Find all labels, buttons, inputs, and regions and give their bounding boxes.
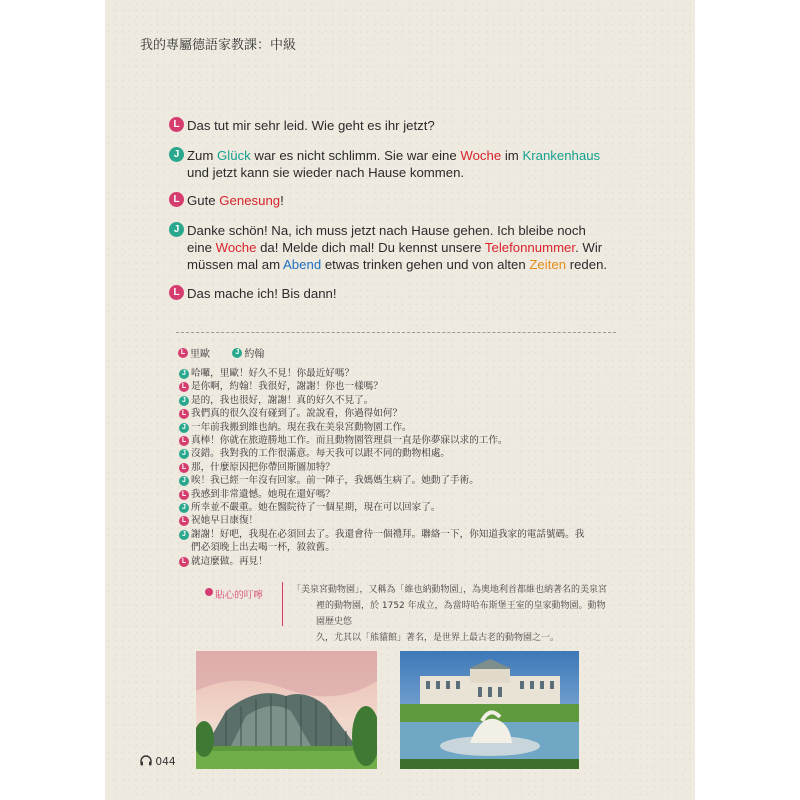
speaker-l-badge: L — [179, 490, 189, 500]
dialogue-text: Zum — [187, 148, 218, 163]
speaker-l-badge: L — [179, 382, 189, 392]
translation-text: 祝她早日康復！ — [191, 515, 259, 527]
speaker-j-badge: J — [179, 396, 189, 406]
translation-text: 我們真的很久沒有碰到了。說說看，你過得如何？ — [191, 408, 403, 420]
legend-leo: 里歐 — [190, 349, 210, 360]
vocab-word: Abend — [283, 257, 322, 272]
dialogue-text: reden. — [566, 257, 608, 272]
dialogue-text: Gute — [187, 193, 220, 208]
dialogue-text: eine — [187, 240, 216, 255]
speaker-l-badge: L — [179, 463, 189, 473]
speaker-j-badge: J — [179, 423, 189, 433]
speaker-l-badge: L — [179, 409, 189, 419]
vocab-word: Glück — [217, 148, 251, 163]
speaker-j-badge: J — [179, 449, 189, 459]
speaker-j-badge: J — [179, 530, 189, 540]
translation-text: 就這麼做。再見！ — [191, 555, 268, 567]
dialogue-line — [173, 192, 627, 209]
dialogue-line — [173, 117, 627, 134]
translation-text: 是你啊，約翰！我很好，謝謝！你也一樣嗎？ — [191, 381, 383, 393]
speaker-l-badge: L — [169, 192, 184, 207]
speaker-j-badge: J — [179, 476, 189, 486]
translation-text: 真棒！你就在旅遊勝地工作。而且動物園管理員一直是你夢寐以求的工作。 — [191, 435, 508, 446]
dialogue-text: und jetzt kann sie wieder nach Hause kommen. — [187, 165, 465, 180]
palm-house-photo — [196, 651, 377, 769]
speaker-j-badge: J — [179, 503, 189, 513]
speaker-l-badge: L — [169, 285, 184, 300]
belvedere-palace-photo — [400, 651, 579, 769]
dialogue-text: da! Melde dich mal! Du kennst unsere — [256, 240, 485, 255]
dialogue-text: Das tut mir sehr leid. Wie geht es ihr jetzt? — [187, 118, 435, 133]
vocab-word: Zeiten — [529, 257, 567, 272]
vocab-word: Woche — [215, 240, 257, 255]
tip-divider — [282, 582, 283, 626]
dialogue-text: müssen mal am — [187, 257, 284, 272]
dialogue-text: ! — [280, 193, 284, 208]
translation-text: 沒錯。我對我的工作很滿意。每天我可以跟不同的動物相處。 — [191, 448, 451, 460]
speaker-l-badge: L — [179, 436, 189, 446]
page-header: 我的專屬德語家教課：中級 — [140, 38, 297, 53]
speaker-j-badge: J — [179, 369, 189, 379]
tip-text — [292, 582, 607, 646]
dialogue-text: Danke schön! Na, ich muss jetzt nach Hause gehen. Ich bleibe noch — [187, 223, 586, 238]
translation-text: 所幸並不嚴重。她在醫院待了一個星期，現在可以回家了。 — [191, 502, 441, 513]
vocab-word: Telefonnummer — [484, 240, 576, 255]
speaker-legend — [178, 345, 264, 360]
tip-line: 「美泉宮動物園」，又稱為「維也納動物園」，為奧地利首都維也納著名的美泉宮 — [292, 585, 608, 595]
dialogue-text: Das mache ich! Bis dann! — [187, 286, 337, 301]
tip-label: 貼心的叮嚀 — [215, 590, 263, 601]
vocab-word: Genesung — [219, 193, 281, 208]
speaker-j-badge: J — [232, 348, 242, 358]
dialogue-line — [173, 147, 627, 181]
tip-line: 裡的動物園，於 1752 年成立，為當時哈布斯堡王室的皇家動物園。動物園歷史悠 — [316, 601, 606, 627]
dialogue-text: im — [501, 148, 523, 163]
translation-text: 哈囉，里歐！好久不見！你最近好嗎？ — [191, 368, 355, 379]
translation-text: 是的，我也很好，謝謝！真的好久不見了。 — [191, 394, 374, 406]
dialogue-line — [173, 222, 627, 273]
vocab-word: Woche — [460, 148, 502, 163]
speaker-j-badge: J — [169, 222, 184, 237]
dialogue-text: . Wir — [575, 240, 603, 255]
dialogue-text: etwas trinken gehen und von alten — [321, 257, 530, 272]
translation-text: 唉！我已經一年沒有回家。前一陣子，我媽媽生病了。她動了手術。 — [191, 475, 479, 487]
translation-text: 們必須晚上出去喝一杯，敘敘舊。 — [191, 542, 335, 554]
translation-text: 那，什麼原因把你帶回斯圖加特？ — [191, 461, 335, 473]
translation-text: 我感到非常遺憾。她現在還好嗎？ — [191, 488, 335, 500]
headphones-icon — [140, 755, 152, 769]
tip-line: 久，尤其以「熊貓館」著名，是世界上最古老的動物園之一。 — [316, 633, 560, 643]
dialogue-line — [173, 285, 627, 302]
legend-john: 約翰 — [244, 349, 265, 360]
speaker-l-badge: L — [178, 348, 188, 358]
speaker-l-badge: L — [169, 117, 184, 132]
speaker-j-badge: J — [169, 147, 184, 162]
translation-text: 一年前我搬到維也納。現在我在美泉宮動物園工作。 — [191, 421, 412, 433]
speaker-l-badge: L — [179, 557, 189, 567]
speaker-l-badge: L — [179, 516, 189, 526]
translation-text: 謝謝！好吧，我現在必須回去了。我還會待一個禮拜。聯絡一下，你知道我家的電話號碼。我 — [191, 528, 585, 540]
vocab-word: Krankenhaus — [522, 148, 601, 163]
divider — [176, 332, 616, 333]
page-number: 044 — [140, 755, 176, 769]
dialogue-text: war es nicht schlimm. Sie war eine — [250, 148, 461, 163]
